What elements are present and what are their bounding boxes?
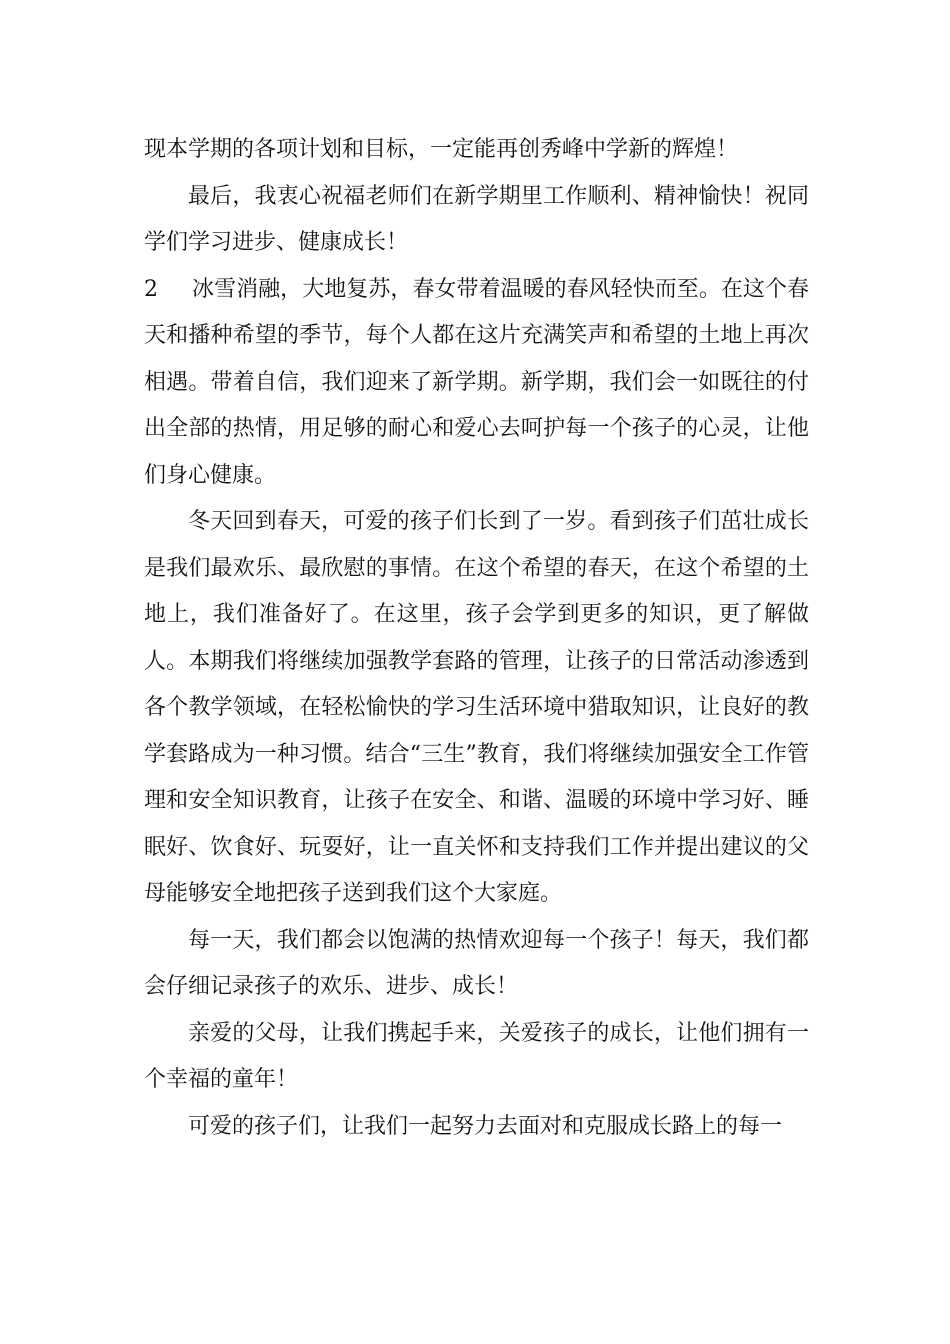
paragraph-text: 最后，我衷心祝福老师们在新学期里工作顺利、精神愉快！祝同学们学习进步、健康成长！ — [144, 183, 809, 255]
paragraph-number: 2 — [144, 276, 158, 302]
paragraph-7 — [144, 1104, 809, 1151]
paragraph-text: 冬天回到春天，可爱的孩子们长到了一岁。看到孩子们茁壮成长是我们最欢乐、最欣慰的事情。在这个希望的春天，在这个希望的土地上，我们准备好了。在这里，孩子会学到更多的知识，更了解做人。本期我们将继续加强教学套路的管理，让孩子的日常活动渗透到各个教学领域，在轻松愉快的学习生活环境中猎取知识，让良好的教学套路成为一种习惯。结合“三生”教育，我们将继续加强安全工作管理和安全知识教育，让孩子在安全、和谐、温暖的环境中学习好、睡眠好、饮食好、玩耍好，让一直关怀和支持我们工作并提出建议的父母能够安全地把孩子送到我们这个大家庭。 — [144, 509, 809, 906]
paragraph-6 — [144, 1011, 809, 1104]
paragraph-5 — [144, 918, 809, 1011]
paragraph-text: 每一天，我们都会以饱满的热情欢迎每一个孩子！每天，我们都会仔细记录孩子的欢乐、进步、成长！ — [144, 927, 809, 999]
paragraph-text: 现本学期的各项计划和目标，一定能再创秀峰中学新的辉煌！ — [144, 137, 739, 162]
paragraph-text: 可爱的孩子们，让我们一起努力去面对和克服成长路上的每一 — [188, 1113, 783, 1139]
paragraph-1 — [144, 127, 809, 174]
paragraph-4 — [144, 499, 809, 918]
paragraph-2 — [144, 174, 809, 267]
paragraph-text: 亲爱的父母，让我们携起手来，关爱孩子的成长，让他们拥有一个幸福的童年！ — [144, 1020, 809, 1092]
paragraph-text: 冰雪消融，大地复苏，春女带着温暖的春风轻快而至。在这个春天和播种希望的季节，每个人都在这片充满笑声和希望的土地上再次相遇。带着自信，我们迎来了新学期。新学期，我们会一如既往的付出全部的热情，用足够的耐心和爱心去呵护每一个孩子的心灵，让他们身心健康。 — [144, 276, 809, 488]
paragraph-3 — [144, 267, 809, 500]
document-body — [144, 127, 809, 1150]
